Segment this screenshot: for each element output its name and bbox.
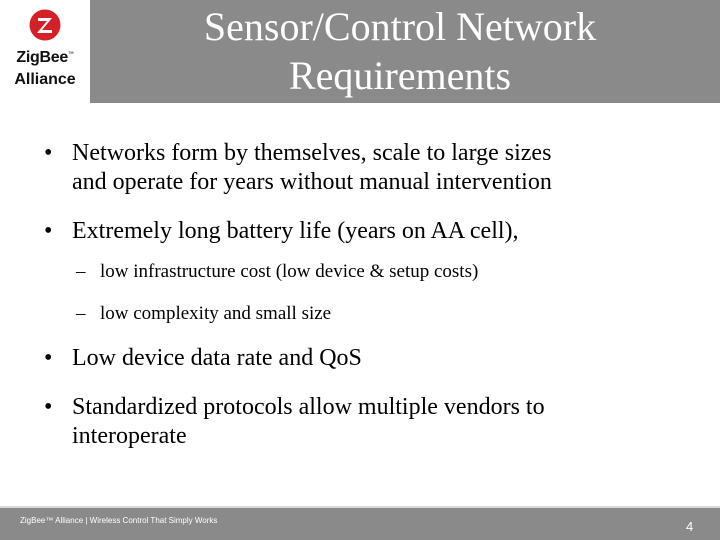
bullet-4-line-1: Standardized protocols allow multiple vendors to [72, 394, 545, 420]
bullet-4-line-2: interoperate [72, 423, 187, 449]
bullet-1-line-1: Networks form by themselves, scale to large sizes [72, 140, 552, 166]
subbullet-2-text: low complexity and small size [100, 303, 332, 324]
footer-caption: ZigBee™ Alliance | Wireless Control That Simply Works [20, 516, 218, 525]
bullet-1-line-2: and operate for years without manual intervention [72, 169, 552, 195]
zigbee-z-icon [29, 9, 61, 41]
subbullet-1-text: low infrastructure cost (low device & setup costs) [100, 261, 479, 282]
title-line-2: Requirements [288, 53, 512, 98]
slide-header [0, 0, 720, 103]
zigbee-logo [0, 0, 90, 103]
logo-wordmark-alliance: Alliance [14, 71, 76, 88]
logo-wordmark-zigbee: ZigBee™ [16, 49, 74, 66]
page-number: 4 [686, 519, 694, 534]
bullet-2-line-1: Extremely long battery life (years on AA cell), [72, 218, 519, 244]
slide-title [140, 2, 660, 100]
title-line-1: Sensor/Control Network [203, 4, 597, 49]
bullet-3-line-1: Low device data rate and QoS [72, 345, 362, 371]
